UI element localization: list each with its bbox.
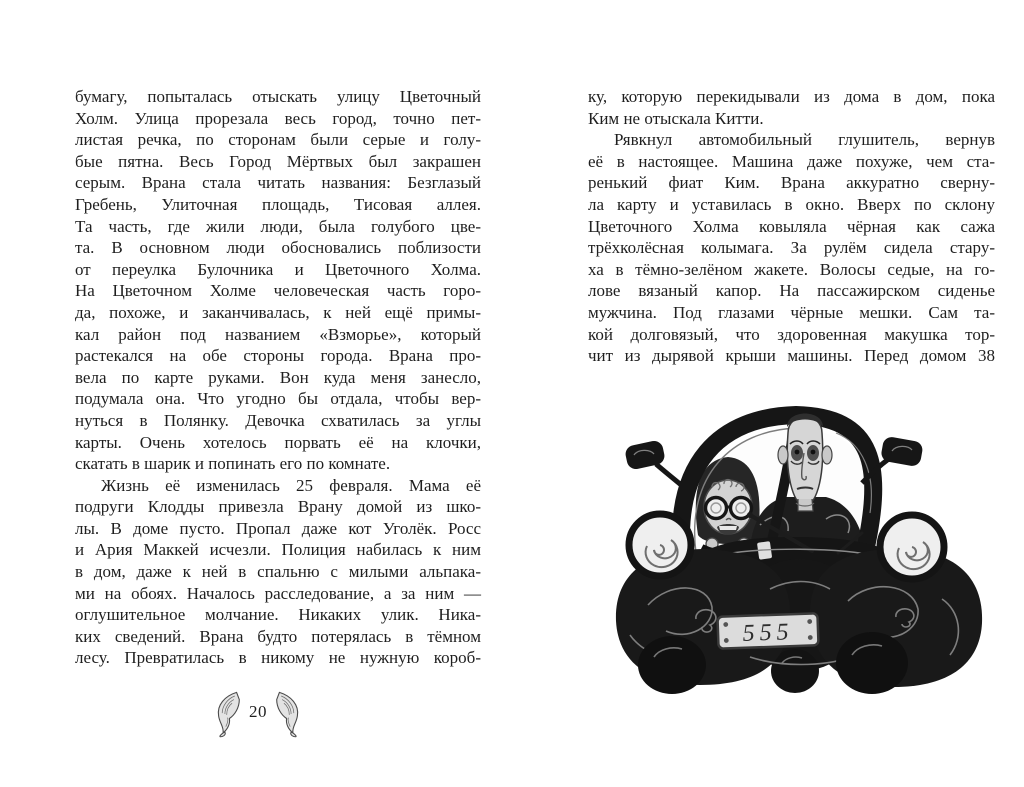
text-line: и Ария Маккей исчезли. Полиция набилась к ним [75,540,481,560]
text-line: в дом, даже к ней в спальню с милыми альпака- [75,562,481,582]
page-number: 20 [249,702,267,721]
right-page-text [588,86,995,367]
side-mirror-left-icon [624,439,686,489]
text-line: бумагу, попыталась отыскать улицу Цветочный [75,87,481,106]
text-line: Цветочного Холма ковыляла чёрная как сажа [588,216,995,236]
text-line: скатать в шарик и попинать его по комнате. [75,454,391,474]
text-line: ла карту и уставилась в окно. Вверх по склону [588,194,995,214]
text-line: да, похоже, и заканчивалась, к ней ещё примы- [75,302,481,322]
text-line: подумала она. Что угодно бы отдала, чтобы вер- [75,389,481,409]
text-line: ха в тёмно-зелёном жакете. Волосы седые, на го- [588,259,995,279]
text-line: оглушительное молчание. Никаких улик. Ника- [75,605,481,625]
text-line: Гребень, Улиточная площадь, Тисовая аллея. [75,194,481,214]
driver-granny [696,457,760,553]
text-line: ких сведений. Врана будто потерялась в тёмном [75,626,481,646]
text-line: Жизнь её изменилась 25 февраля. Мама её [101,475,481,495]
headlight-left-icon [629,514,691,576]
text-line: нуться в Полянку. Девочка схватилась за углы [75,410,481,430]
text-line: вела по карте руками. Вон куда меня занесло, [75,367,481,387]
left-page-text [75,86,481,669]
car-illustration [600,403,1000,703]
text-line: На Цветочном Холме человеческая часть горо- [75,281,481,301]
text-line: лове вязаный капор. На пассажирском сиденье [588,281,995,301]
text-line: бые пятна. Весь Город Мёртвых был закрашен [75,151,481,171]
wheel-left [638,636,706,694]
text-line: мужчина. Под глазами чёрные мешки. Сам та- [588,302,995,322]
text-line: чит из дырявой крыши машины. Перед домом 38 [588,346,995,366]
text-line: лесу. Превратилась в никому не нужную короб- [75,648,481,668]
butterfly-wing-left-icon [215,690,242,738]
text-line: Та часть, где жили люди, была голубого цве- [75,216,481,236]
text-line: её в настоящее. Машина даже похуже, чем ста- [588,151,995,171]
text-line: карты. Очень хотелось порвать её на клочки, [75,432,481,452]
license-plate [717,613,818,648]
text-line: растекался на обе стороны города. Врана про- [75,346,481,366]
text-line: кал район под названием «Взморье», который [75,324,481,344]
headlight-right-icon [880,515,944,579]
text-line: листая речка, по сторонам были серые и голу- [75,130,481,150]
text-line: Рявкнул автомобильный глушитель, вернув [614,130,995,150]
license-plate-text: 555 [742,619,795,647]
text-line: Холм. Улица прорезала весь город, точно пет- [75,108,481,128]
text-line: ку, которую перекидывали из дома в дом, пока [588,87,995,106]
text-line: Ким не отыскала Китти. [588,108,764,128]
car-illustration-svg [600,403,1000,703]
text-line: та. В основном люди обосновались поблизости [75,238,481,258]
text-line: кой долговязый, что здоровенная макушка тор- [588,324,995,344]
wheel-right [836,632,908,694]
page-folio [188,688,328,740]
text-line: трёхколёсная колымага. За рулём сидела стару- [588,238,995,258]
text-line: от переулка Булочника и Цветочного Холма. [75,259,481,279]
butterfly-wing-right-icon [274,690,301,738]
text-line: серым. Врана стала читать названия: Безглазый [75,173,481,193]
text-line: ми на обоях. Началось расследование, а за ним — [75,583,481,603]
text-line: подруги Клодды привезла Врану домой из шко- [75,497,481,517]
text-line: лы. В доме пусто. Пропал даже кот Уголёк. Росс [75,518,481,538]
text-line: ренький фиат Ким. Врана аккуратно сверну- [588,173,995,193]
